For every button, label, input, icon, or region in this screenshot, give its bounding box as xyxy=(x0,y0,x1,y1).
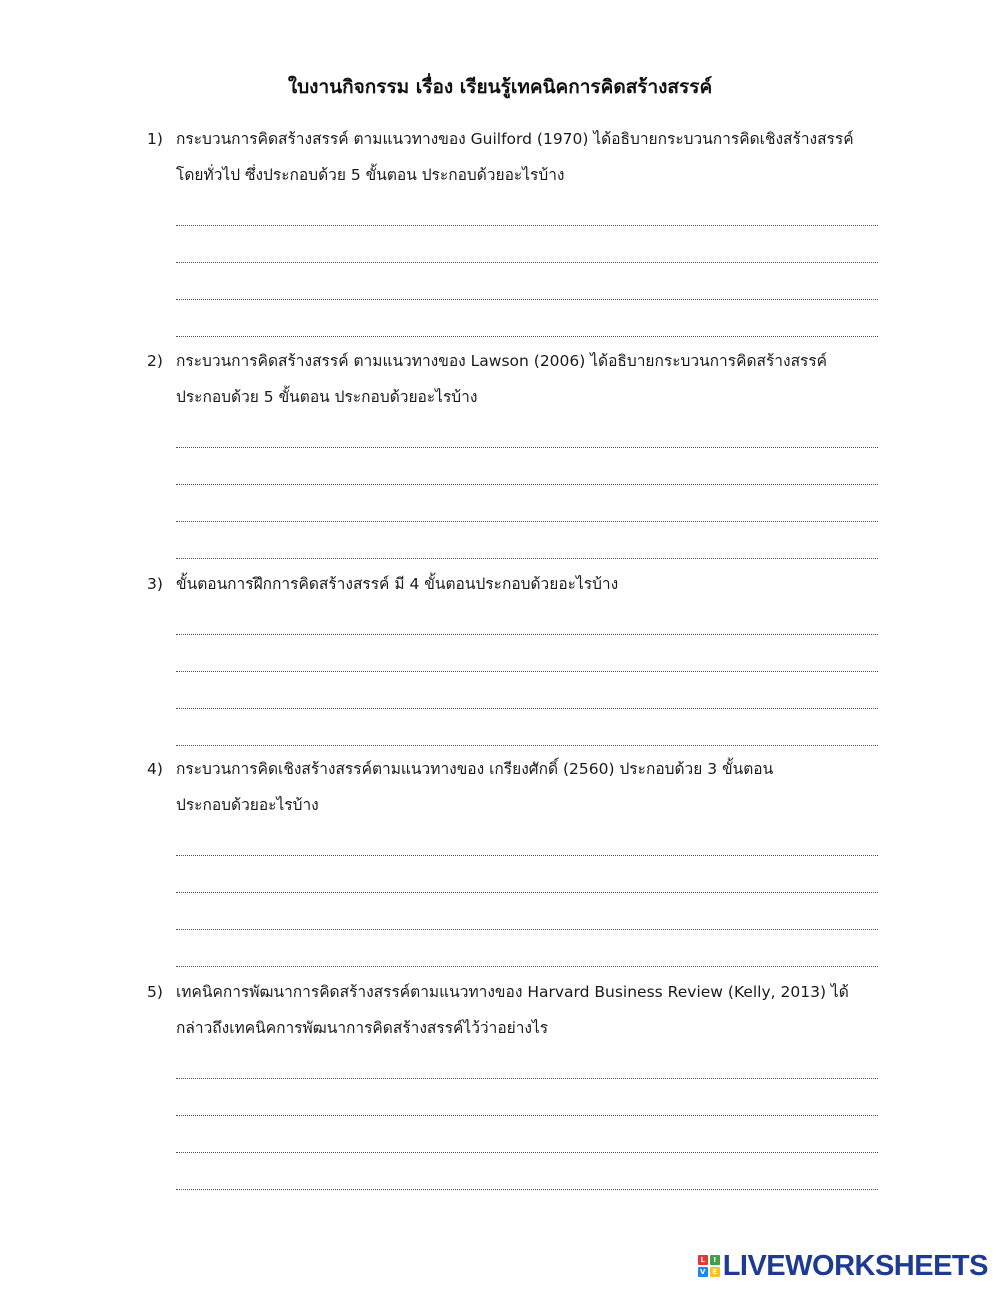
liveworksheets-logo-icon xyxy=(698,1255,720,1277)
answer-line xyxy=(176,1051,878,1088)
dotted-rule xyxy=(176,634,878,635)
answer-input-q5-1[interactable] xyxy=(176,1053,878,1077)
question-number: 3) xyxy=(147,575,163,593)
dotted-rule xyxy=(176,855,878,856)
question-3 xyxy=(147,571,887,755)
answer-input-q3-4[interactable] xyxy=(176,720,878,744)
dotted-rule xyxy=(176,558,878,559)
dotted-rule xyxy=(176,1152,878,1153)
dotted-rule xyxy=(176,336,878,337)
question-text: กล่าวถึงเทคนิคการพัฒนาการคิดสร้างสรรค์ไว้ว่าอย่างไร xyxy=(176,1019,549,1037)
question-text: ประกอบด้วย 5 ขั้นตอน ประกอบด้วยอะไรบ้าง xyxy=(176,388,478,406)
question-number: 4) xyxy=(147,760,163,778)
question-1-line-2 xyxy=(147,162,887,198)
dotted-rule xyxy=(176,1189,878,1190)
dotted-rule xyxy=(176,1115,878,1116)
answer-line xyxy=(176,457,878,494)
dotted-rule xyxy=(176,892,878,893)
dotted-rule xyxy=(176,966,878,967)
logo-tile: I xyxy=(710,1255,720,1265)
question-2 xyxy=(147,348,887,568)
answer-input-q2-2[interactable] xyxy=(176,459,878,483)
answer-line xyxy=(176,681,878,718)
question-3-line-1 xyxy=(147,571,887,607)
dotted-rule xyxy=(176,929,878,930)
answer-line xyxy=(176,1088,878,1125)
brand-name: LIVEWORKSHEETS xyxy=(722,1249,988,1282)
question-5-line-1 xyxy=(147,979,887,1015)
answer-input-q4-3[interactable] xyxy=(176,904,878,928)
answer-input-q1-4[interactable] xyxy=(176,311,878,335)
dotted-rule xyxy=(176,484,878,485)
answer-line xyxy=(176,644,878,681)
answer-input-q1-2[interactable] xyxy=(176,237,878,261)
answer-line xyxy=(176,235,878,272)
dotted-rule xyxy=(176,671,878,672)
question-2-line-2 xyxy=(147,384,887,420)
answer-line xyxy=(176,718,878,755)
liveworksheets-brand xyxy=(698,1249,988,1282)
question-text: เทคนิคการพัฒนาการคิดสร้างสรรค์ตามแนวทางของ Harvard Business Review (Kelly, 2013) ได้ xyxy=(176,983,849,1001)
answer-input-q2-3[interactable] xyxy=(176,496,878,520)
answer-input-q5-2[interactable] xyxy=(176,1090,878,1114)
question-2-line-1 xyxy=(147,348,887,384)
dotted-rule xyxy=(176,262,878,263)
answer-line xyxy=(176,272,878,309)
answer-line xyxy=(176,420,878,457)
question-text: โดยทั่วไป ซึ่งประกอบด้วย 5 ขั้นตอน ประกอบด้วยอะไรบ้าง xyxy=(176,166,565,184)
answer-line xyxy=(176,531,878,568)
answer-input-q2-1[interactable] xyxy=(176,422,878,446)
question-text: กระบวนการคิดสร้างสรรค์ ตามแนวทางของ Guilford (1970) ได้อธิบายกระบวนการคิดเชิงสร้างสรรค์ xyxy=(176,130,854,148)
dotted-rule xyxy=(176,1078,878,1079)
answer-line xyxy=(176,198,878,235)
question-text: กระบวนการคิดเชิงสร้างสรรค์ตามแนวทางของ เกรียงศักดิ์ (2560) ประกอบด้วย 3 ขั้นตอน xyxy=(176,760,774,778)
dotted-rule xyxy=(176,447,878,448)
dotted-rule xyxy=(176,708,878,709)
question-number: 1) xyxy=(147,130,163,148)
answer-line xyxy=(176,865,878,902)
dotted-rule xyxy=(176,299,878,300)
answer-input-q4-4[interactable] xyxy=(176,941,878,965)
logo-tile: L xyxy=(698,1255,708,1265)
answer-input-q5-3[interactable] xyxy=(176,1127,878,1151)
question-text: กระบวนการคิดสร้างสรรค์ ตามแนวทางของ Lawson (2006) ได้อธิบายกระบวนการคิดสร้างสรรค์ xyxy=(176,352,828,370)
answer-input-q1-1[interactable] xyxy=(176,200,878,224)
question-4-line-1 xyxy=(147,756,887,792)
question-text: ขั้นตอนการฝึกการคิดสร้างสรรค์ มี 4 ขั้นตอนประกอบด้วยอะไรบ้าง xyxy=(176,575,619,593)
question-4-line-2 xyxy=(147,792,887,828)
answer-line xyxy=(176,1125,878,1162)
answer-line xyxy=(176,1162,878,1199)
dotted-rule xyxy=(176,521,878,522)
answer-line xyxy=(176,828,878,865)
worksheet-title: ใบงานกิจกรรม เรื่อง เรียนรู้เทคนิคการคิดสร้างสรรค์ xyxy=(287,76,713,98)
answer-input-q4-2[interactable] xyxy=(176,867,878,891)
question-text: ประกอบด้วยอะไรบ้าง xyxy=(176,796,319,814)
answer-input-q5-4[interactable] xyxy=(176,1164,878,1188)
answer-input-q3-1[interactable] xyxy=(176,609,878,633)
answer-line xyxy=(176,939,878,976)
question-4 xyxy=(147,756,887,976)
question-5-line-2 xyxy=(147,1015,887,1051)
answer-input-q2-4[interactable] xyxy=(176,533,878,557)
answer-line xyxy=(176,494,878,531)
dotted-rule xyxy=(176,745,878,746)
answer-input-q3-2[interactable] xyxy=(176,646,878,670)
answer-line xyxy=(176,607,878,644)
question-1-line-1 xyxy=(147,126,887,162)
answer-line xyxy=(176,309,878,346)
question-1 xyxy=(147,126,887,346)
dotted-rule xyxy=(176,225,878,226)
answer-input-q3-3[interactable] xyxy=(176,683,878,707)
answer-input-q4-1[interactable] xyxy=(176,830,878,854)
question-5 xyxy=(147,979,887,1199)
logo-tile: V xyxy=(698,1267,708,1277)
logo-tile: E xyxy=(710,1267,720,1277)
question-number: 5) xyxy=(147,983,163,1001)
answer-line xyxy=(176,902,878,939)
answer-input-q1-3[interactable] xyxy=(176,274,878,298)
question-number: 2) xyxy=(147,352,163,370)
